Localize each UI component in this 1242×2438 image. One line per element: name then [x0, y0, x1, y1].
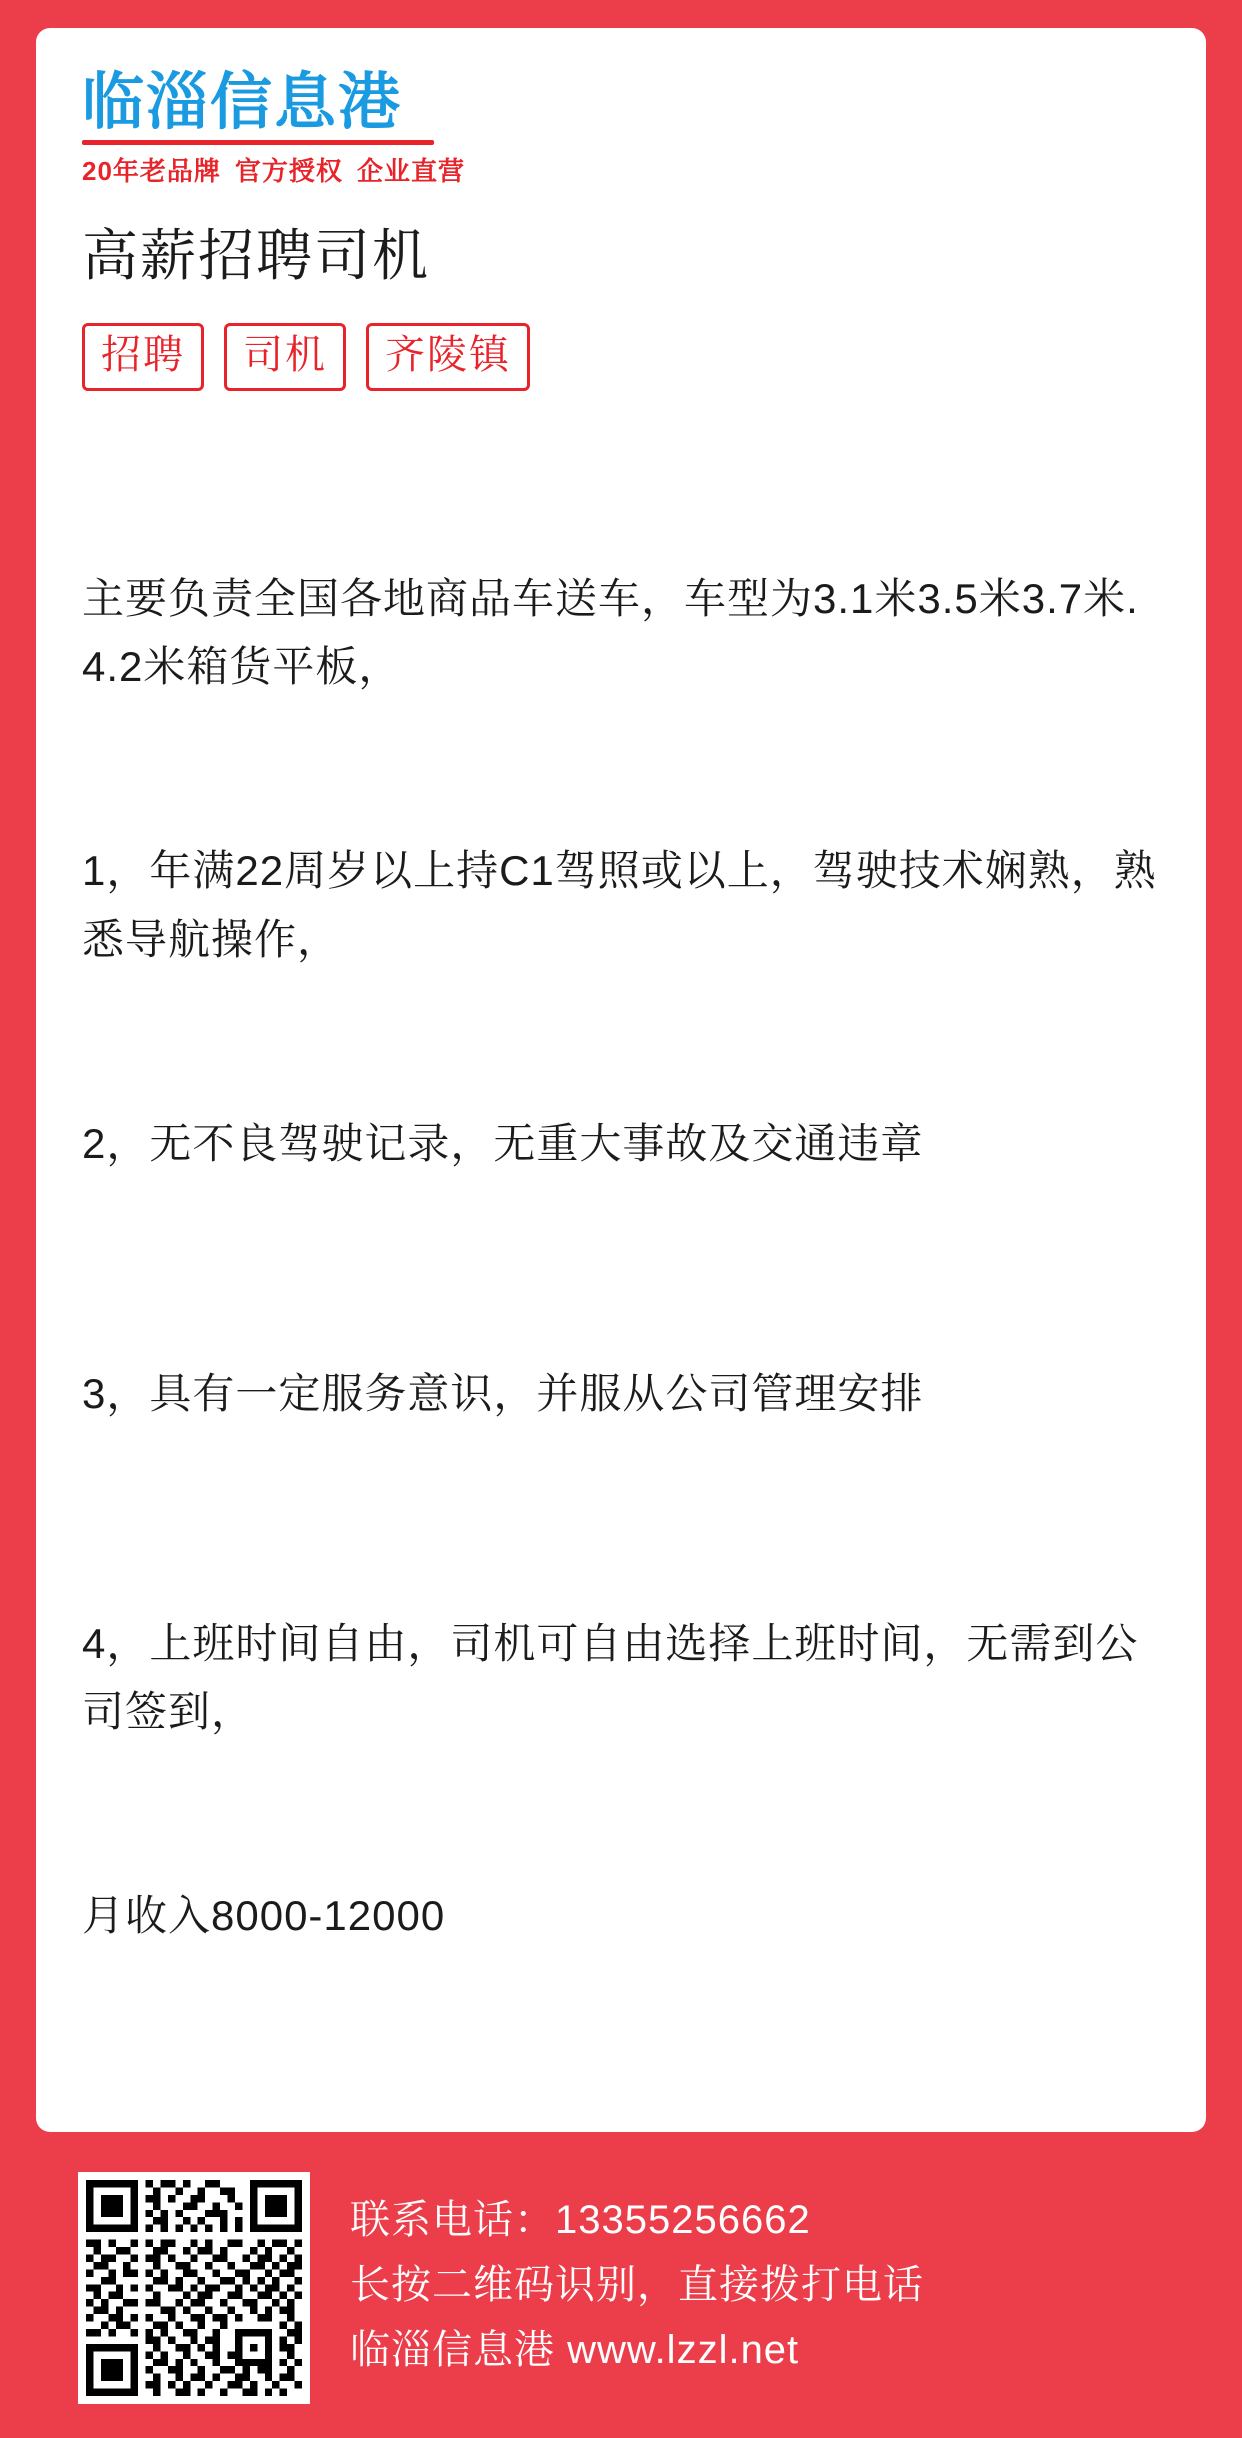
content-card: [36, 28, 1206, 2132]
contact-phone[interactable]: 联系电话：13355256662: [350, 2198, 811, 2242]
desc-paragraph-3: 2，无不良驾驶记录，无重大事故及交通违章: [82, 1119, 924, 1167]
contact-hint: 长按二维码识别，直接拨打电话: [350, 2262, 924, 2307]
poster-footer: [36, 2132, 1206, 2438]
desc-paragraph-6: 月收入8000-12000: [82, 1891, 446, 1939]
logo-slogan-part-3: 企业直营: [356, 156, 465, 187]
logo-slogan: [82, 151, 1160, 188]
logo-underline: [82, 140, 434, 145]
tag-location: 齐陵镇: [366, 323, 530, 391]
desc-paragraph-5: 4，上班时间自由，司机可自由选择上班时间，无需到公司签到，: [82, 1619, 1139, 1735]
desc-paragraph-2: 1，年满22周岁以上持C1驾照或以上，驾驶技术娴熟，熟悉导航操作，: [82, 847, 1157, 963]
tag-recruit: 招聘: [82, 323, 204, 391]
tag-list: [82, 323, 1160, 391]
page-title: 高薪招聘司机: [82, 224, 430, 288]
contact-site[interactable]: 临淄信息港 www.lzzl.net: [350, 2327, 800, 2372]
desc-paragraph-4: 3，具有一定服务意识，并服从公司管理安排: [82, 1369, 924, 1417]
tag-driver: 司机: [224, 323, 346, 391]
qr-code-icon[interactable]: [78, 2172, 310, 2404]
logo-wordmark: 临淄信息港: [82, 68, 403, 137]
logo-slogan-part-2: 官方授权: [234, 156, 343, 187]
logo-slogan-part-1: 20年老品牌: [82, 156, 221, 187]
contact-block: [350, 2172, 924, 2382]
desc-paragraph-1: 主要负责全国各地商品车送车，车型为3.1米3.5米3.7米.4.2米箱货平板，: [82, 575, 1139, 691]
site-logo: [82, 70, 1160, 188]
job-description: [82, 429, 1160, 2086]
